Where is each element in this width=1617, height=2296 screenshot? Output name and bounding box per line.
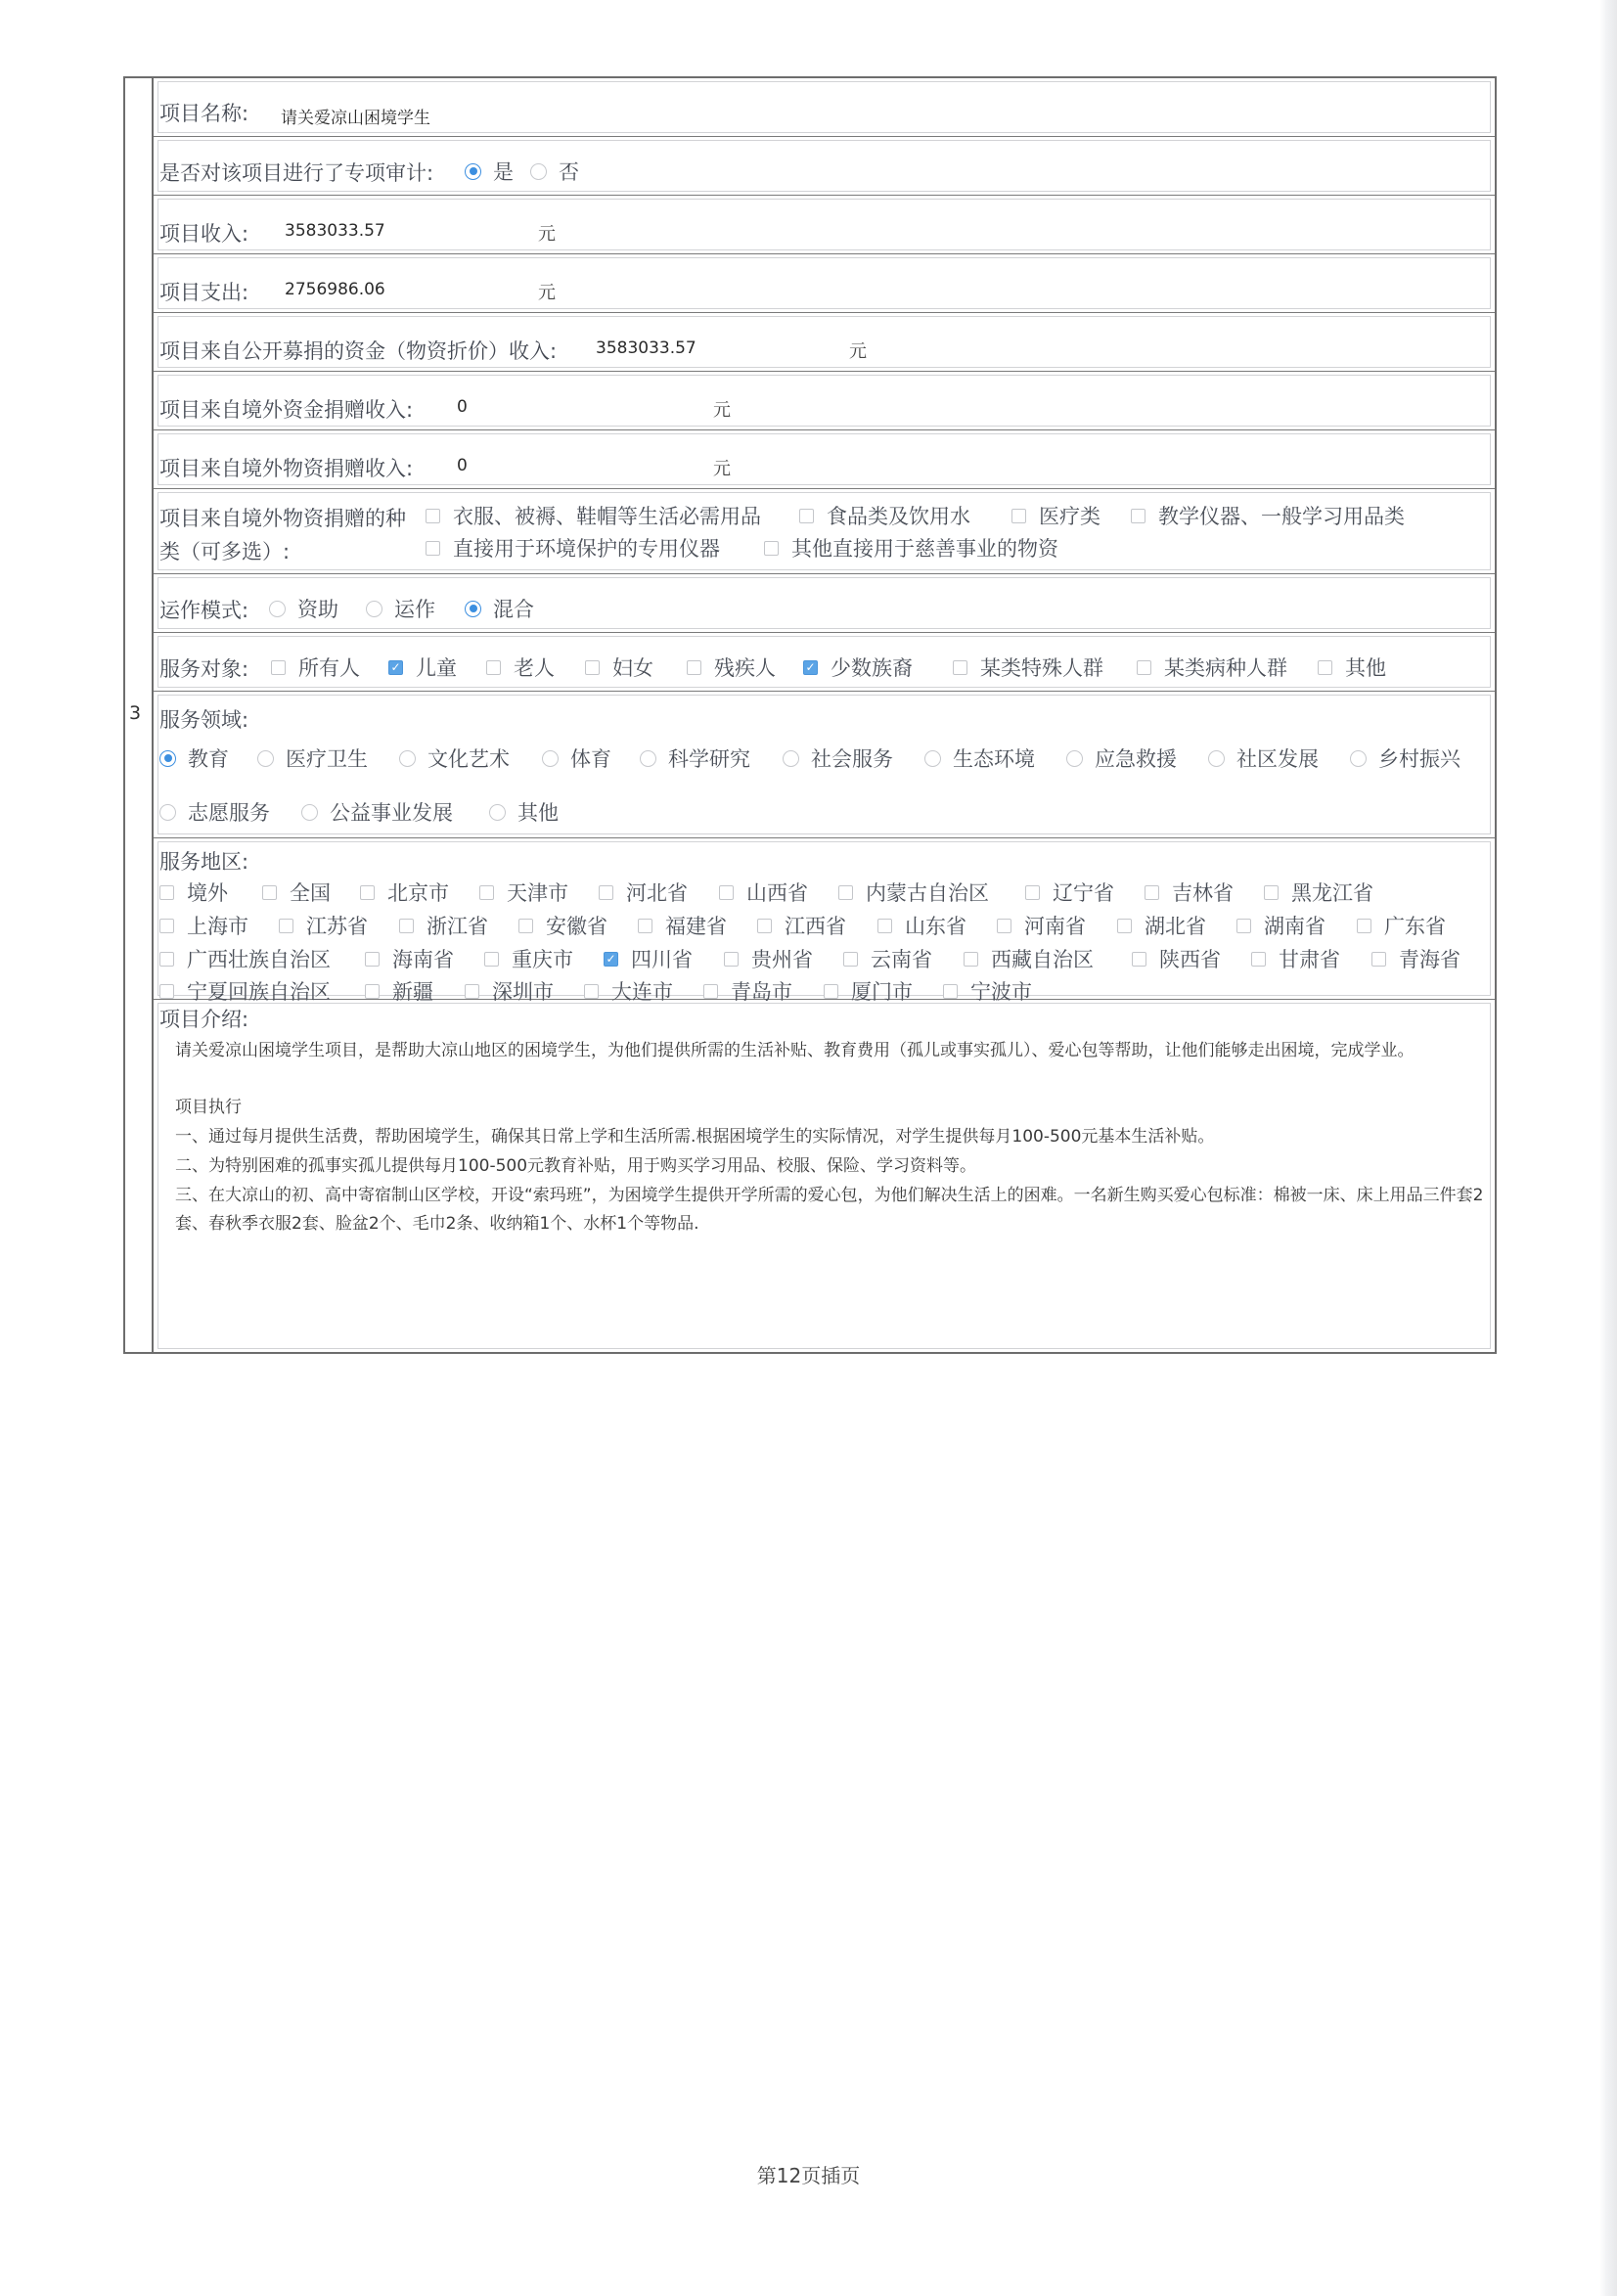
field-option-sports[interactable]: 体育 bbox=[542, 743, 611, 773]
row-mode bbox=[154, 574, 1495, 633]
checkbox-icon[interactable] bbox=[365, 952, 380, 967]
radio-icon[interactable] bbox=[489, 804, 506, 821]
checkbox-icon[interactable] bbox=[964, 952, 978, 967]
checkbox-icon[interactable] bbox=[484, 952, 499, 967]
region-option[interactable]: 河北省 bbox=[599, 878, 688, 907]
field-option-ecology[interactable]: 生态环境 bbox=[924, 743, 1035, 773]
row-goods-types bbox=[154, 489, 1495, 574]
income-label: 项目收入: bbox=[159, 222, 249, 246]
project-name-value: 请关爱凉山困境学生 bbox=[281, 109, 430, 128]
radio-selected-icon[interactable] bbox=[159, 750, 176, 767]
radio-icon[interactable] bbox=[640, 750, 656, 767]
region-option[interactable]: 甘肃省 bbox=[1251, 944, 1340, 973]
field-option-medical[interactable]: 医疗卫生 bbox=[257, 743, 368, 773]
region-option[interactable]: 西藏自治区 bbox=[964, 944, 1094, 973]
checkbox-icon[interactable] bbox=[1117, 919, 1132, 933]
mode-label: 运作模式: bbox=[159, 599, 249, 622]
region-option[interactable]: 湖南省 bbox=[1236, 911, 1325, 940]
region-option[interactable]: 境外 bbox=[159, 878, 228, 907]
region-option[interactable]: 浙江省 bbox=[399, 911, 488, 940]
region-option[interactable]: 广西壮族自治区 bbox=[159, 944, 331, 973]
field-option-social-service[interactable]: 社会服务 bbox=[783, 743, 893, 773]
checkbox-icon[interactable] bbox=[719, 885, 734, 900]
radio-icon[interactable] bbox=[1208, 750, 1225, 767]
checkbox-icon[interactable] bbox=[599, 885, 613, 900]
checkbox-icon[interactable] bbox=[1025, 885, 1040, 900]
checkbox-icon[interactable] bbox=[997, 919, 1011, 933]
radio-selected-icon[interactable] bbox=[465, 163, 481, 180]
service-target-label: 服务对象: bbox=[159, 657, 249, 681]
radio-icon[interactable] bbox=[783, 750, 799, 767]
radio-icon[interactable] bbox=[366, 601, 382, 617]
goods-types-label-line2: 类（可多选）: bbox=[159, 540, 291, 563]
region-option[interactable]: 重庆市 bbox=[484, 944, 573, 973]
checkbox-icon[interactable] bbox=[1371, 952, 1386, 967]
region-option[interactable]: 贵州省 bbox=[724, 944, 813, 973]
region-option[interactable]: 青海省 bbox=[1371, 944, 1460, 973]
project-form-table bbox=[152, 76, 1497, 1354]
region-option[interactable]: 黑龙江省 bbox=[1264, 878, 1373, 907]
income-unit: 元 bbox=[538, 224, 556, 245]
region-option[interactable]: 河南省 bbox=[997, 911, 1086, 940]
income-value[interactable]: 3583033.57 bbox=[285, 221, 385, 241]
region-option[interactable]: 陕西省 bbox=[1132, 944, 1221, 973]
row-income bbox=[154, 196, 1495, 254]
checkbox-icon[interactable] bbox=[1145, 885, 1159, 900]
goods-option-other-charity[interactable]: 其他直接用于慈善事业的物资 bbox=[764, 533, 1058, 563]
checkbox-checked-icon[interactable]: ✓ bbox=[604, 952, 618, 967]
checkbox-icon[interactable] bbox=[365, 984, 380, 999]
checkbox-icon[interactable] bbox=[838, 885, 853, 900]
goods-option-food[interactable]: 食品类及饮用水 bbox=[799, 501, 970, 530]
row-public-income bbox=[154, 313, 1495, 372]
mode-option-operating[interactable]: 运作 bbox=[366, 594, 435, 623]
target-option-ethnic-minority[interactable]: ✓ 少数族裔 bbox=[803, 653, 913, 682]
checkbox-icon[interactable] bbox=[1132, 952, 1146, 967]
checkbox-icon[interactable] bbox=[638, 919, 652, 933]
field-option-emergency[interactable]: 应急救援 bbox=[1066, 743, 1177, 773]
expense-unit: 元 bbox=[538, 283, 556, 303]
field-option-volunteer[interactable]: 志愿服务 bbox=[159, 797, 270, 827]
foreign-goods-value[interactable]: 0 bbox=[457, 456, 468, 475]
row-service-target bbox=[154, 633, 1495, 692]
checkbox-icon[interactable] bbox=[843, 952, 858, 967]
checkbox-icon[interactable] bbox=[159, 885, 174, 900]
radio-icon[interactable] bbox=[530, 163, 547, 180]
checkbox-icon[interactable] bbox=[584, 984, 599, 999]
goods-types-label-line1: 项目来自境外物资捐赠的种 bbox=[159, 507, 406, 530]
checkbox-icon[interactable] bbox=[486, 660, 501, 675]
checkbox-icon[interactable] bbox=[426, 509, 440, 523]
region-option[interactable]: 青岛市 bbox=[703, 976, 792, 1006]
checkbox-icon[interactable] bbox=[687, 660, 701, 675]
region-option[interactable]: 全国 bbox=[262, 878, 331, 907]
radio-icon[interactable] bbox=[269, 601, 286, 617]
row-number: 3 bbox=[129, 702, 142, 724]
intro-paragraph-2: 项目执行 bbox=[175, 1098, 242, 1117]
public-income-value[interactable]: 3583033.57 bbox=[596, 338, 696, 358]
target-option-disease-group[interactable]: 某类病种人群 bbox=[1137, 653, 1287, 682]
target-option-special-group[interactable]: 某类特殊人群 bbox=[953, 653, 1103, 682]
foreign-funds-label: 项目来自境外资金捐赠收入: bbox=[159, 398, 414, 422]
target-option-other[interactable]: 其他 bbox=[1318, 653, 1386, 682]
checkbox-icon[interactable] bbox=[1011, 509, 1026, 523]
intro-paragraph-1: 请关爱凉山困境学生项目，是帮助大凉山地区的困境学生，为他们提供所需的生活补贴、教育费用（孤儿或事实孤儿）、爱心包等帮助，让他们能够走出困境，完成学业。 bbox=[175, 1041, 1415, 1060]
checkbox-icon[interactable] bbox=[1236, 919, 1251, 933]
row-audit bbox=[154, 137, 1495, 196]
service-field-label: 服务领域: bbox=[159, 708, 249, 732]
region-option[interactable]: 天津市 bbox=[479, 878, 568, 907]
audit-label: 是否对该项目进行了专项审计: bbox=[159, 161, 434, 185]
checkbox-icon[interactable] bbox=[943, 984, 958, 999]
intro-paragraph-3: 一、通过每月提供生活费，帮助困境学生，确保其日常上学和生活所需.根据困境学生的实际情况，对学生提供每月100-500元基本生活补贴。 bbox=[175, 1127, 1215, 1147]
goods-option-medical[interactable]: 医疗类 bbox=[1011, 501, 1100, 530]
row-foreign-funds bbox=[154, 372, 1495, 430]
region-option[interactable]: 新疆 bbox=[365, 976, 433, 1006]
region-option[interactable]: 云南省 bbox=[843, 944, 932, 973]
checkbox-icon[interactable] bbox=[1131, 509, 1145, 523]
checkbox-icon[interactable] bbox=[1137, 660, 1151, 675]
radio-icon[interactable] bbox=[924, 750, 941, 767]
region-option[interactable]: ✓ 四川省 bbox=[604, 944, 693, 973]
expense-value[interactable]: 2756986.06 bbox=[285, 280, 385, 299]
checkbox-icon[interactable] bbox=[399, 919, 414, 933]
checkbox-icon[interactable] bbox=[799, 509, 814, 523]
region-option[interactable]: 广东省 bbox=[1357, 911, 1446, 940]
foreign-goods-label: 项目来自境外物资捐赠收入: bbox=[159, 457, 414, 480]
row-service-region bbox=[154, 838, 1495, 1004]
region-option[interactable]: 厦门市 bbox=[824, 976, 913, 1006]
radio-selected-icon[interactable] bbox=[465, 601, 481, 617]
radio-icon[interactable] bbox=[301, 804, 318, 821]
region-option[interactable]: 上海市 bbox=[159, 911, 248, 940]
checkbox-icon[interactable] bbox=[271, 660, 286, 675]
checkbox-icon[interactable] bbox=[824, 984, 838, 999]
page-edge-shadow bbox=[1599, 0, 1617, 2296]
field-option-rural[interactable]: 乡村振兴 bbox=[1350, 743, 1460, 773]
checkbox-icon[interactable] bbox=[1264, 885, 1279, 900]
field-option-education[interactable]: 教育 bbox=[159, 743, 229, 773]
region-option[interactable]: 深圳市 bbox=[465, 976, 554, 1006]
service-region-label: 服务地区: bbox=[159, 850, 249, 874]
region-option[interactable]: 北京市 bbox=[360, 878, 449, 907]
region-option[interactable]: 湖北省 bbox=[1117, 911, 1206, 940]
checkbox-checked-icon[interactable]: ✓ bbox=[388, 660, 403, 675]
region-option[interactable]: 福建省 bbox=[638, 911, 727, 940]
region-option[interactable]: 山东省 bbox=[877, 911, 966, 940]
page-footer: 第12页插页 bbox=[756, 2164, 861, 2187]
checkbox-icon[interactable] bbox=[1318, 660, 1332, 675]
target-option-elderly[interactable]: 老人 bbox=[486, 653, 555, 682]
field-option-culture[interactable]: 文化艺术 bbox=[399, 743, 510, 773]
radio-icon[interactable] bbox=[542, 750, 559, 767]
checkbox-icon[interactable] bbox=[585, 660, 600, 675]
region-option[interactable]: 山西省 bbox=[719, 878, 808, 907]
field-option-other[interactable]: 其他 bbox=[489, 797, 559, 827]
audit-option-yes[interactable]: 是 bbox=[465, 157, 514, 186]
region-option[interactable]: 安徽省 bbox=[518, 911, 607, 940]
checkbox-icon[interactable] bbox=[764, 541, 779, 556]
checkbox-icon[interactable] bbox=[465, 984, 479, 999]
radio-icon[interactable] bbox=[159, 804, 176, 821]
goods-option-environment[interactable]: 直接用于环境保护的专用仪器 bbox=[426, 533, 720, 563]
target-option-disabled[interactable]: 残疾人 bbox=[687, 653, 776, 682]
checkbox-icon[interactable] bbox=[262, 885, 277, 900]
radio-icon[interactable] bbox=[257, 750, 274, 767]
cell-frame bbox=[157, 577, 1491, 629]
checkbox-icon[interactable] bbox=[159, 919, 174, 933]
project-name-label: 项目名称: bbox=[159, 102, 249, 125]
goods-option-daily-necessities[interactable]: 衣服、被褥、鞋帽等生活必需用品 bbox=[426, 501, 761, 530]
row-service-field bbox=[154, 692, 1495, 838]
region-option[interactable]: 吉林省 bbox=[1145, 878, 1234, 907]
checkbox-icon[interactable] bbox=[279, 919, 293, 933]
target-option-women[interactable]: 妇女 bbox=[585, 653, 653, 682]
field-option-research[interactable]: 科学研究 bbox=[640, 743, 750, 773]
public-income-unit: 元 bbox=[849, 341, 867, 362]
checkbox-icon[interactable] bbox=[757, 919, 772, 933]
mode-option-funding[interactable]: 资助 bbox=[269, 594, 338, 623]
row-expense bbox=[154, 254, 1495, 313]
region-option[interactable]: 江苏省 bbox=[279, 911, 368, 940]
region-option[interactable]: 辽宁省 bbox=[1025, 878, 1114, 907]
radio-icon[interactable] bbox=[399, 750, 416, 767]
radio-icon[interactable] bbox=[1066, 750, 1083, 767]
checkbox-icon[interactable] bbox=[518, 919, 533, 933]
region-option[interactable]: 海南省 bbox=[365, 944, 454, 973]
row-foreign-goods bbox=[154, 430, 1495, 489]
public-income-label: 项目来自公开募捐的资金（物资折价）收入: bbox=[159, 339, 558, 363]
target-option-children[interactable]: ✓ 儿童 bbox=[388, 653, 457, 682]
field-option-public-welfare[interactable]: 公益事业发展 bbox=[301, 797, 453, 827]
target-option-everyone[interactable]: 所有人 bbox=[271, 653, 360, 682]
checkbox-icon[interactable] bbox=[703, 984, 718, 999]
foreign-funds-unit: 元 bbox=[713, 400, 731, 421]
checkbox-checked-icon[interactable]: ✓ bbox=[803, 660, 818, 675]
foreign-goods-unit: 元 bbox=[713, 459, 731, 479]
checkbox-icon[interactable] bbox=[724, 952, 739, 967]
region-option[interactable]: 宁波市 bbox=[943, 976, 1032, 1006]
checkbox-icon[interactable] bbox=[953, 660, 967, 675]
checkbox-icon[interactable] bbox=[159, 952, 174, 967]
region-option[interactable]: 内蒙古自治区 bbox=[838, 878, 989, 907]
checkbox-icon[interactable] bbox=[426, 541, 440, 556]
checkbox-icon[interactable] bbox=[159, 984, 174, 999]
goods-option-teaching[interactable]: 教学仪器、一般学习用品类 bbox=[1131, 501, 1405, 530]
region-option[interactable]: 大连市 bbox=[584, 976, 673, 1006]
field-option-community[interactable]: 社区发展 bbox=[1208, 743, 1319, 773]
intro-label: 项目介绍: bbox=[159, 1008, 249, 1031]
region-option[interactable]: 宁夏回族自治区 bbox=[159, 976, 331, 1006]
checkbox-icon[interactable] bbox=[877, 919, 892, 933]
checkbox-icon[interactable] bbox=[1251, 952, 1266, 967]
foreign-funds-value[interactable]: 0 bbox=[457, 397, 468, 417]
row-project-name bbox=[154, 78, 1495, 137]
row-intro bbox=[154, 1000, 1495, 1352]
radio-icon[interactable] bbox=[1350, 750, 1367, 767]
checkbox-icon[interactable] bbox=[1357, 919, 1371, 933]
expense-label: 项目支出: bbox=[159, 281, 249, 304]
intro-paragraph-5: 三、在大凉山的初、高中寄宿制山区学校，开设“索玛班”，为困境学生提供开学所需的爱心包，为他们解决生活上的困难。一名新生购买爱心包标准：棉被一床、床上用品三件套2套、春秋季衣服2套、脸盆2个、毛巾2条、收纳箱1个、水杯1个等物品. bbox=[175, 1186, 1484, 1234]
mode-option-mixed[interactable]: 混合 bbox=[465, 594, 534, 623]
checkbox-icon[interactable] bbox=[479, 885, 494, 900]
checkbox-icon[interactable] bbox=[360, 885, 375, 900]
intro-paragraph-4: 二、为特别困难的孤事实孤儿提供每月100-500元教育补贴，用于购买学习用品、校服、保险、学习资料等。 bbox=[175, 1156, 977, 1176]
region-option[interactable]: 江西省 bbox=[757, 911, 846, 940]
audit-option-no[interactable]: 否 bbox=[530, 157, 579, 186]
